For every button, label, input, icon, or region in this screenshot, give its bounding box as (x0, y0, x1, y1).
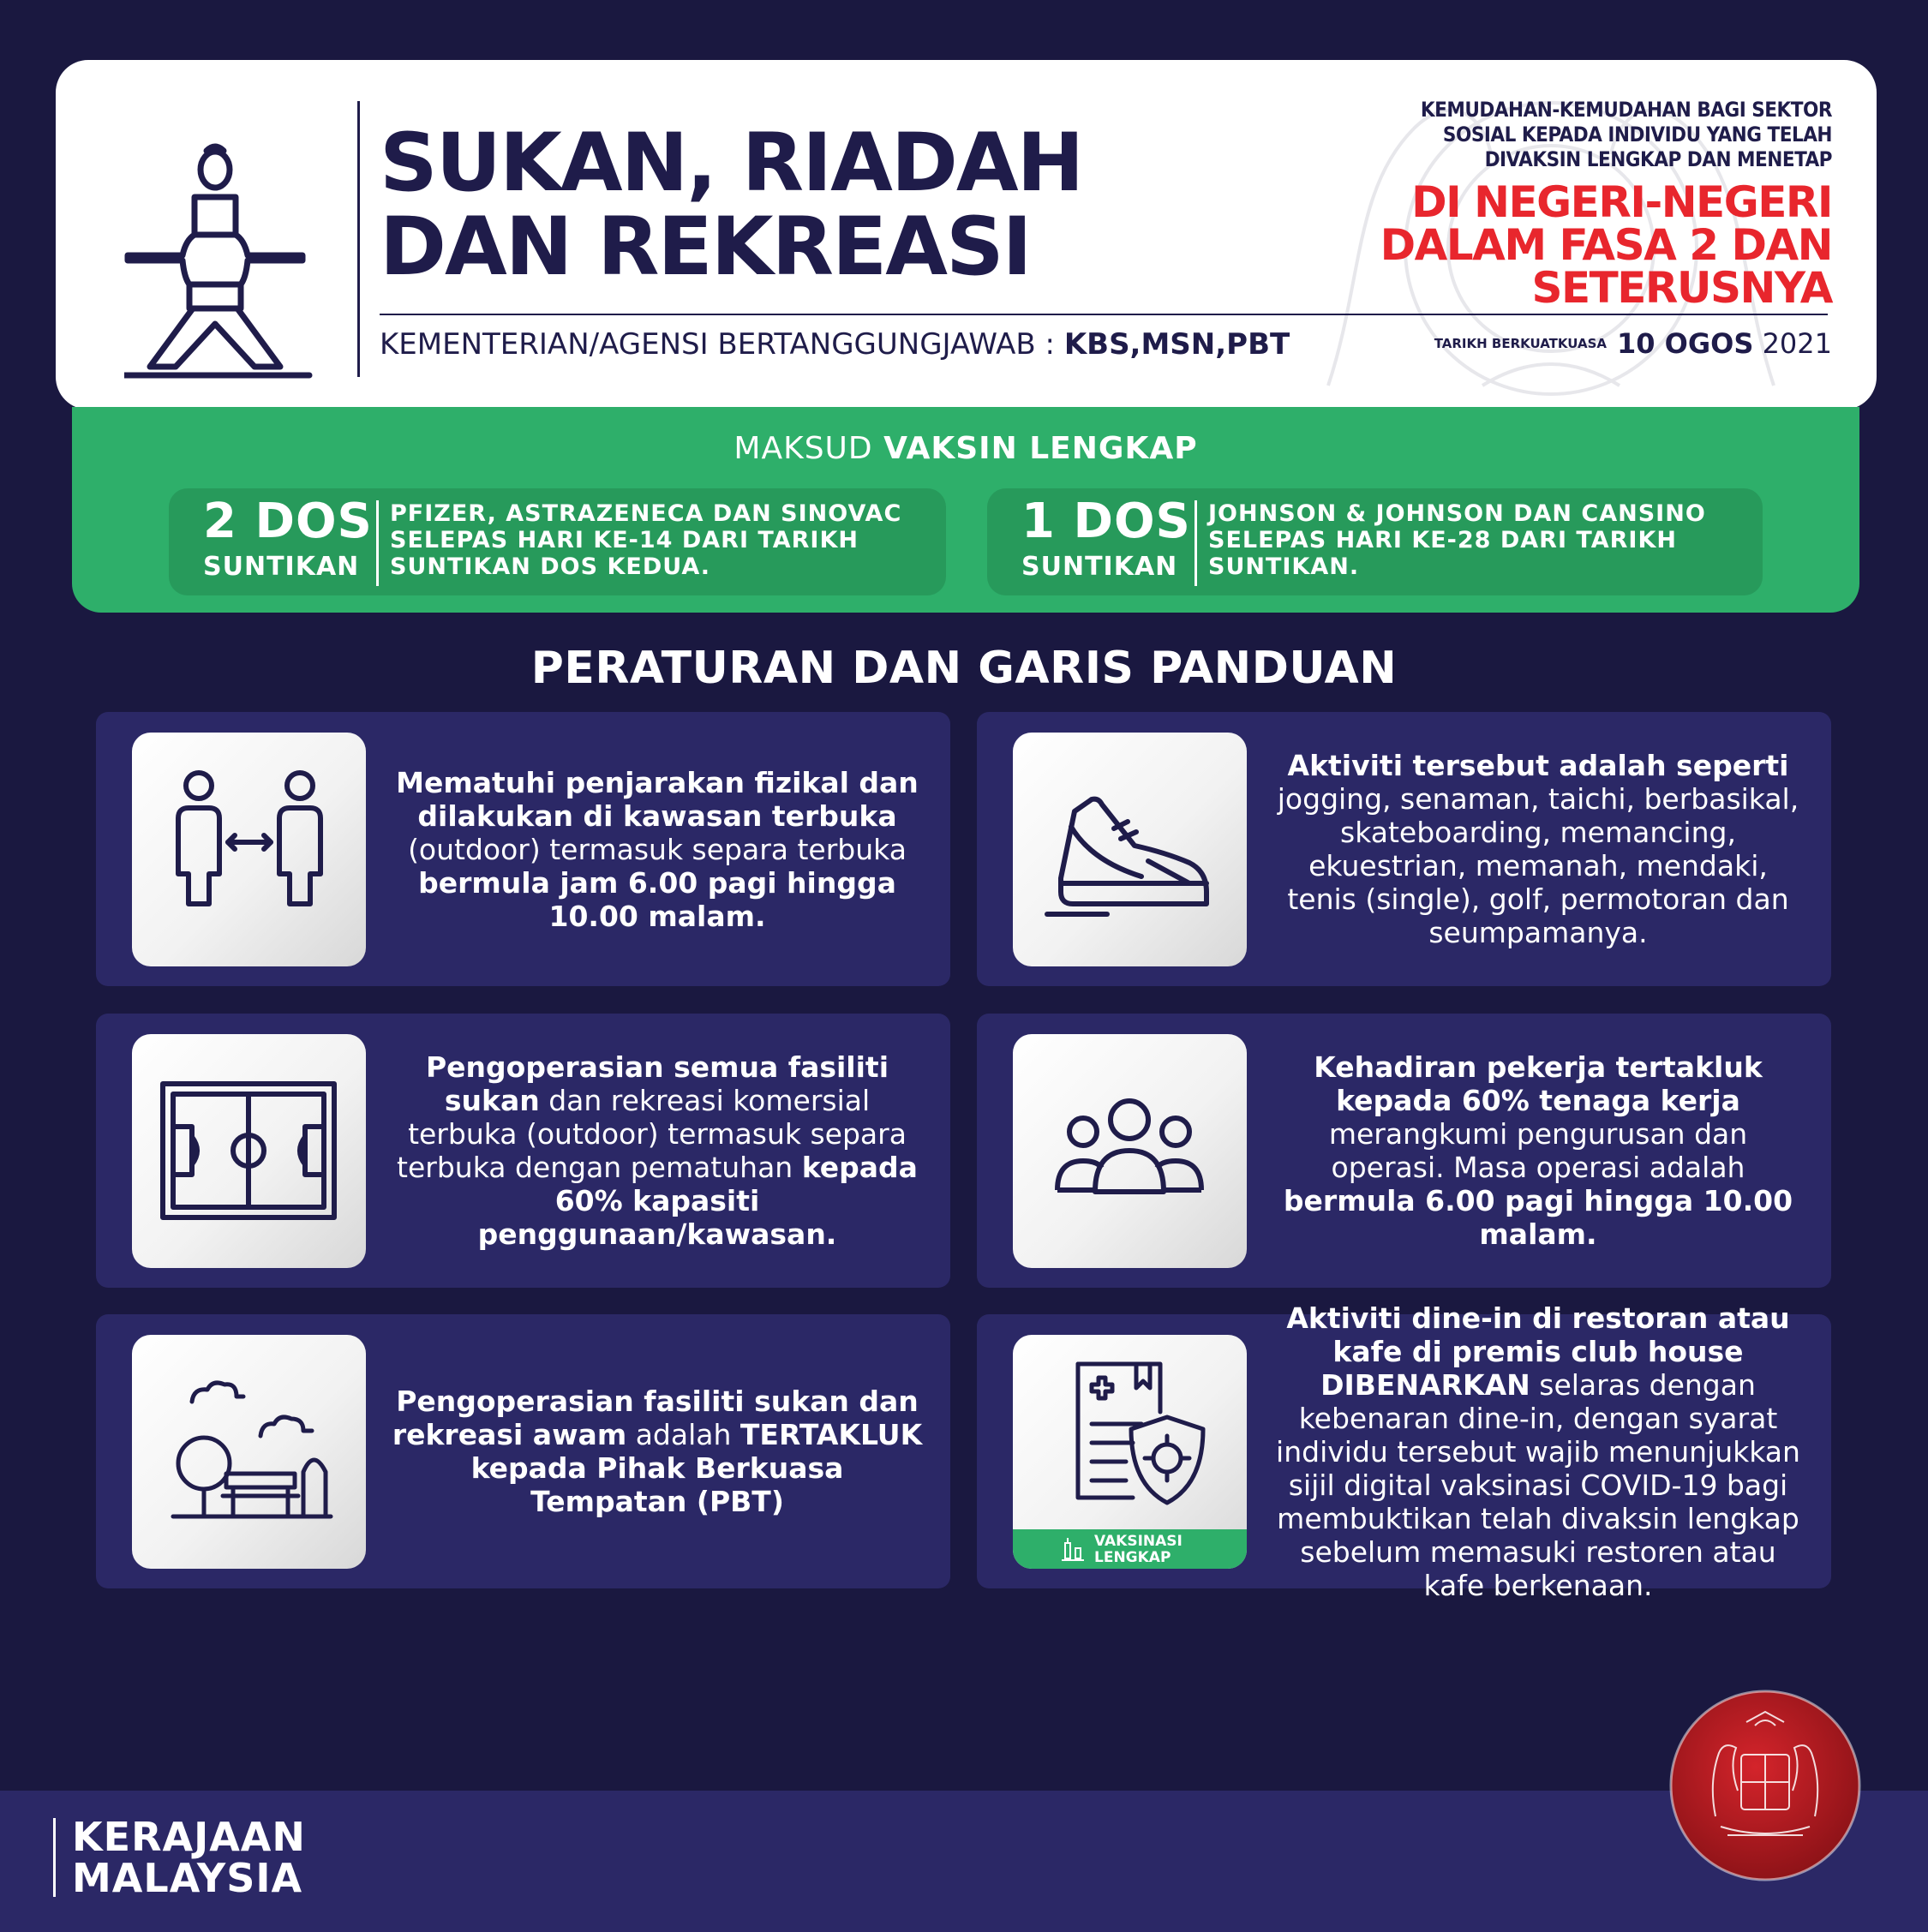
group-people-icon (1013, 1034, 1247, 1268)
dose-count: 2 DOS (203, 493, 373, 549)
rule-text-1: merangkumi pengurusan dan operasi. Masa operasi adalah (1328, 1117, 1748, 1184)
dose-unit: SUNTIKAN (203, 552, 360, 582)
rule-paragraph (392, 1385, 923, 1518)
dose-separator (376, 500, 379, 586)
dose-desc-line2: SELEPAS HARI KE-28 DARI TARIKH (1208, 527, 1677, 553)
rule-bold-1: Aktiviti dine-in di restoran atau kafe di premis club house DIBENARKAN (1286, 1301, 1790, 1402)
header-scope (1215, 98, 1832, 313)
vaccination-badge-text (1094, 1534, 1183, 1566)
vaccine-heading-bold: VAKSIN LENGKAP (883, 431, 1198, 466)
dose-desc-line2: SELEPAS HARI KE-14 DARI TARIKH (390, 527, 859, 553)
rule-bold-2: TERTAKLUK kepada Pihak Berkuasa Tempatan (PBT) (470, 1418, 923, 1518)
dose-description (390, 500, 921, 580)
rule-bold-2: kepada 60% kapasiti penggunaan/kawasan. (477, 1151, 918, 1251)
header-card (56, 60, 1877, 410)
rule-paragraph (1272, 1050, 1804, 1251)
rule-text-1: (outdoor) termasuk separa terbuka (408, 832, 907, 866)
rule-card-dine-in (977, 1301, 1831, 1602)
vaccination-complete-badge (1013, 1529, 1247, 1569)
section-title: PERATURAN DAN GARIS PANDUAN (530, 643, 1398, 694)
scope-subtitle-line2: SOSIAL KEPADA INDIVIDU YANG TELAH (1442, 123, 1832, 147)
rule-text-1: selaras dengan kebenaran dine-in, dengan syarat individu tersebut wajib menunjukkan sijil digital vaksinasi COVID-19 bagi membuktikan telah divaksin lengkap sebelum memasuki restoren atau kafe berkenaan. (1276, 1367, 1800, 1602)
rule-text-1: adalah (626, 1418, 740, 1451)
rule-card-commercial-facilities (96, 1014, 950, 1288)
coat-of-arms-seal-icon (1668, 1688, 1863, 1883)
dose-description (1208, 500, 1739, 580)
footer-accent-bar (53, 1818, 56, 1897)
header-divider (357, 101, 360, 377)
brand-line1: KERAJAAN (72, 1814, 306, 1860)
rule-card-physical-distancing (96, 712, 950, 986)
badge-line1: VAKSINASI (1094, 1533, 1183, 1550)
effective-date (1434, 327, 1832, 360)
dose-desc-line1: PFIZER, ASTRAZENECA DAN SINOVAC (390, 500, 902, 527)
scope-subtitle-line3: DIVAKSIN LENGKAP DAN MENETAP (1484, 147, 1832, 171)
rule-bold-1: Pengoperasian semua fasiliti sukan (425, 1050, 889, 1117)
dose-box-2-dose (169, 488, 946, 595)
brand-line2: MALAYSIA (72, 1855, 303, 1901)
dose-desc-line3: SUNTIKAN DOS KEDUA. (390, 553, 710, 580)
rule-text (1272, 1301, 1804, 1602)
scope-highlight-line1: DI NEGERI-NEGERI (1411, 177, 1832, 227)
rule-card-workers (977, 1014, 1831, 1288)
dose-box-1-dose (987, 488, 1763, 595)
park-bench-icon (132, 1335, 366, 1569)
rule-icon-box (132, 733, 366, 966)
footer-brand (72, 1816, 306, 1899)
rule-text-1: jogging, senaman, taichi, berbasikal, skateboarding, memancing, ekuestrian, memanah, mendaki, tenis (single), golf, permotoran dan seumpamanya. (1277, 782, 1799, 949)
rule-text (1272, 712, 1804, 986)
page-title-line2: DAN REKREASI (380, 200, 1031, 294)
rule-text (392, 712, 923, 986)
page-title (380, 117, 1151, 294)
rule-paragraph (392, 766, 923, 933)
dose-desc-line1: JOHNSON & JOHNSON DAN CANSINO (1208, 500, 1706, 527)
rule-bold-1: Mematuhi penjarakan fizikal dan dilakukan di kawasan terbuka (396, 765, 919, 833)
ministry-label: KEMENTERIAN/AGENSI BERTANGGUNGJAWAB : (380, 327, 1064, 362)
sneaker-icon (1013, 733, 1247, 966)
rule-paragraph (1272, 1301, 1804, 1602)
dose-desc-line3: SUNTIKAN. (1208, 553, 1360, 580)
yoga-pose-icon (124, 137, 321, 386)
rule-icon-box (1013, 1034, 1247, 1268)
rule-bold-1: Kehadiran pekerja tertakluk kepada 60% tenaga kerja (1314, 1050, 1763, 1117)
scope-subtitle-line1: KEMUDAHAN-KEMUDAHAN BAGI SEKTOR (1420, 98, 1832, 122)
vaccine-heading (72, 431, 1859, 466)
rule-icon-box (1013, 1335, 1247, 1569)
page-title-line1: SUKAN, RIADAH (380, 117, 1083, 210)
effective-date-year: 2021 (1753, 327, 1832, 360)
scope-highlight (1215, 177, 1832, 313)
dose-separator (1195, 500, 1197, 586)
rule-bold-1: Pengoperasian fasiliti sukan dan rekreasi awam (392, 1385, 919, 1451)
rule-bold-1: Aktiviti tersebut adalah seperti (1287, 749, 1789, 782)
dose-count: 1 DOS (1021, 493, 1191, 549)
social-distancing-icon (132, 733, 366, 966)
scope-subtitle (1215, 98, 1832, 172)
vaccine-definition-panel (72, 407, 1859, 613)
responsible-ministry (380, 327, 1290, 362)
ministry-value: KBS,MSN,PBT (1063, 327, 1290, 362)
rule-icon-box (132, 1335, 366, 1569)
rule-bold-2: bermula 6.00 pagi hingga 10.00 malam. (1283, 1184, 1793, 1251)
rule-paragraph (1272, 749, 1804, 949)
effective-date-value: 10 OGOS (1617, 327, 1754, 360)
rule-text (1272, 1014, 1804, 1288)
rule-text (392, 1014, 923, 1288)
scope-highlight-line2: DALAM FASA 2 DAN (1380, 220, 1832, 270)
syringe-icon (1060, 1536, 1086, 1562)
rule-text (392, 1314, 923, 1588)
rule-bold-2: bermula jam 6.00 pagi hingga 10.00 malam. (418, 865, 896, 933)
header-rule (380, 314, 1828, 315)
rule-icon-box (132, 1034, 366, 1268)
dose-unit: SUNTIKAN (1021, 552, 1178, 582)
scope-highlight-line3: SETERUSNYA (1531, 263, 1832, 313)
rule-icon-box (1013, 733, 1247, 966)
badge-line2: LENGKAP (1094, 1549, 1171, 1566)
vaccine-heading-prefix: MAKSUD (733, 431, 884, 466)
rule-text-1: dan rekreasi komersial terbuka (outdoor) termasuk separa terbuka dengan pematuhan (397, 1084, 907, 1184)
rule-paragraph (392, 1050, 923, 1251)
rule-card-activities (977, 712, 1831, 986)
effective-date-label: TARIKH BERKUATKUASA (1434, 336, 1607, 351)
football-field-icon (132, 1034, 366, 1268)
rule-card-public-facilities (96, 1314, 950, 1588)
